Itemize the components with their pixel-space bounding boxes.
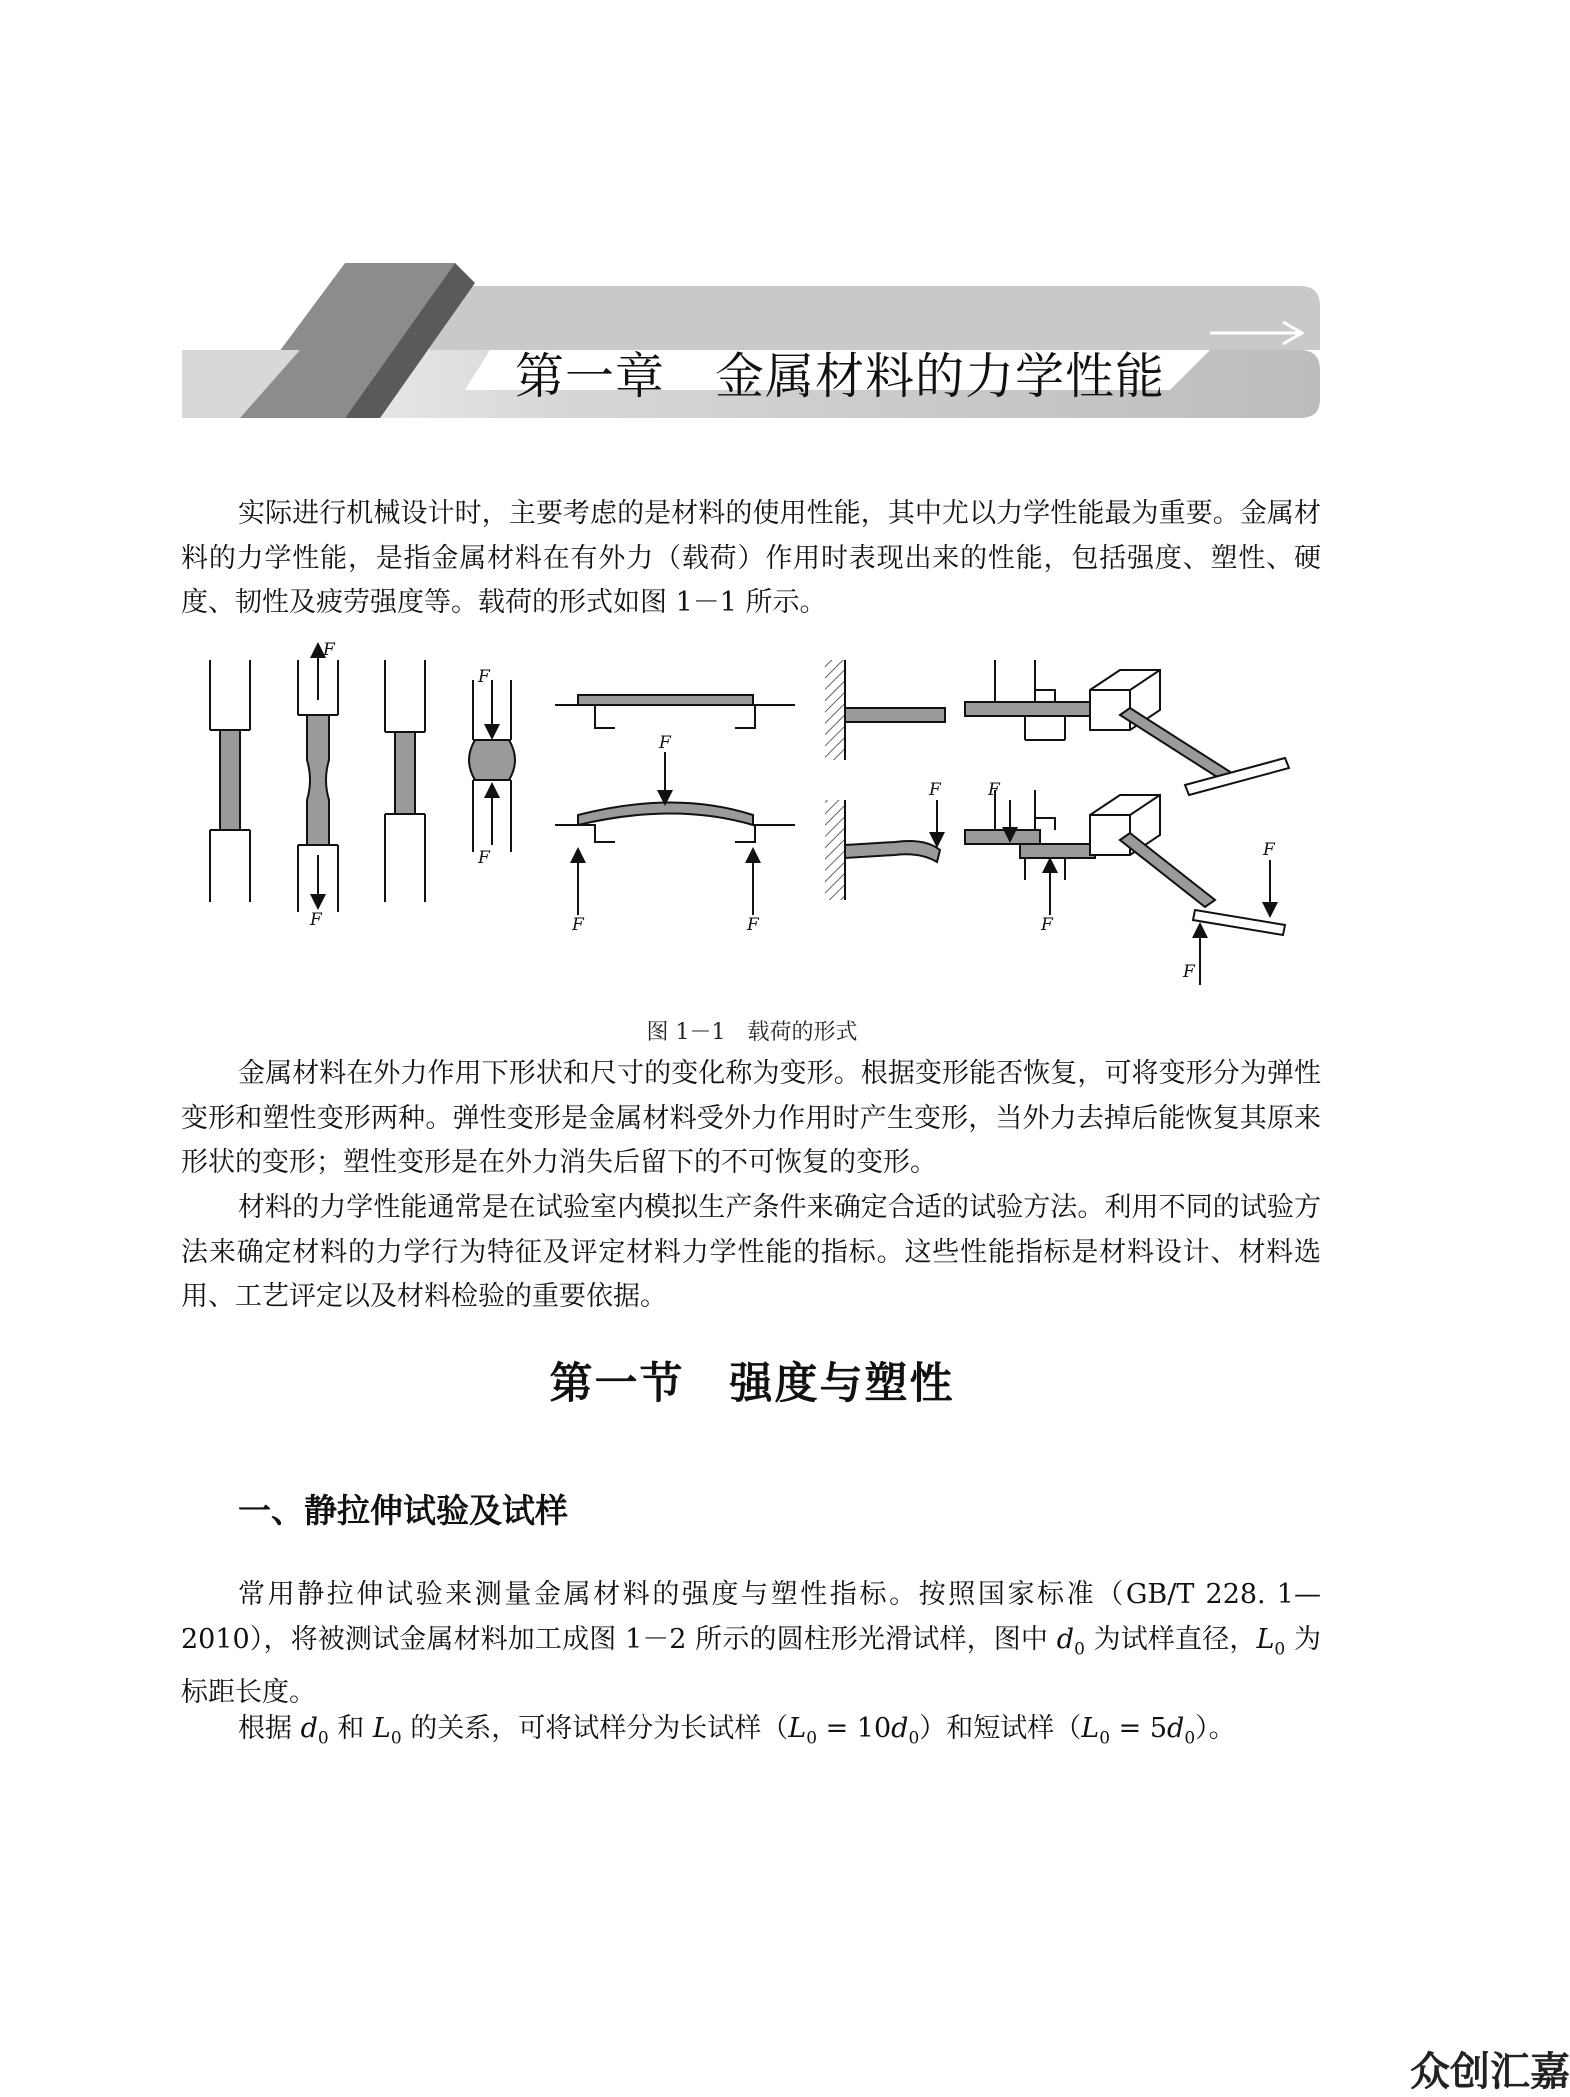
deformation-paragraph: 金属材料在外力作用下形状和尺寸的变化称为变形。根据变形能否恢复，可将变形分为弹性变形和塑性变形两种。弹性变形是金属材料受外力作用时产生变形，当外力去掉后能恢复其原来形状的变形；塑性变形是在外力消失后留下的不可恢复的变形。 (181, 1058, 1321, 1178)
specimen-type-paragraph (181, 1707, 1321, 1761)
p4-text-a: 常用静拉伸试验来测量金属材料的强度与塑性指标。按照国家标准（GB/T 228. 1—2010），将被测试金属材料加工成图 1－2 所示的圆柱形光滑试样，图中 (181, 1579, 1321, 1655)
subsection-title: 一、静拉伸试验及试样 (238, 1491, 568, 1530)
force-label: F (988, 780, 1000, 800)
tension-specimen-necking (298, 650, 338, 912)
cantilever-beam (825, 660, 945, 900)
force-label: F (1041, 915, 1053, 935)
bending-beam (555, 695, 795, 915)
force-label: F (478, 667, 490, 687)
figure-caption: 图 1－1 载荷的形式 (646, 1020, 858, 1045)
force-label: F (478, 848, 490, 868)
testing-paragraph: 材料的力学性能通常是在试验室内模拟生产条件来确定合适的试验方法。利用不同的试验方法来确定材料的力学行为特征及评定材料力学性能的指标。这些性能指标是材料设计、材料选用、工艺评定以及材料检验的重要依据。 (181, 1192, 1321, 1312)
shear-joint (965, 660, 1095, 915)
watermark-logo: 众创汇嘉 (1410, 2049, 1570, 2095)
L0-symbol: $L_0$ (372, 1713, 402, 1749)
p5-text-c: 的关系，可将试样分为长试样（ (401, 1713, 789, 1744)
load-forms-figure (195, 640, 1305, 990)
chapter-title: 第一章 金属材料的力学性能 (515, 348, 1166, 405)
p4-text-b: 为试样直径， (1084, 1623, 1257, 1655)
compression-barrel (469, 680, 515, 852)
d0-symbol: $d_0$ (1056, 1623, 1085, 1659)
compression-specimen (385, 660, 425, 902)
long-specimen-equation: $L_0 = 10d_0$ (788, 1713, 920, 1749)
d0-symbol: $d_0$ (300, 1713, 329, 1749)
force-label: F (929, 780, 941, 800)
force-label: F (747, 915, 759, 935)
force-label: F (572, 915, 584, 935)
short-specimen-equation: $L_0 = 5d_0$ (1081, 1713, 1196, 1749)
p5-text-b: 和 (328, 1713, 373, 1744)
static-tension-paragraph (181, 1573, 1321, 1716)
p5-text-a: 根据 (238, 1713, 301, 1744)
p4-text-c: 为标距长度。 (181, 1623, 1321, 1709)
p5-text-d: ）和短试样（ (919, 1713, 1082, 1744)
force-label: F (1183, 962, 1195, 982)
intro-paragraph: 实际进行机械设计时，主要考虑的是材料的使用性能，其中尤以力学性能最为重要。金属材料的力学性能，是指金属材料在有外力（载荷）作用时表现出来的性能，包括强度、塑性、硬度、韧性及疲劳强度等。载荷的形式如图 1－1 所示。 (181, 498, 1321, 618)
force-label: F (659, 733, 671, 753)
section-title: 第一节 强度与塑性 (549, 1359, 955, 1409)
force-label: F (323, 640, 335, 660)
tension-specimen-unloaded (210, 660, 250, 902)
force-label: F (1263, 840, 1275, 860)
force-label: F (310, 910, 322, 930)
L0-symbol: $L_0$ (1256, 1623, 1286, 1659)
p5-text-e: ）。 (1195, 1713, 1236, 1744)
torsion-bar (1090, 670, 1289, 985)
